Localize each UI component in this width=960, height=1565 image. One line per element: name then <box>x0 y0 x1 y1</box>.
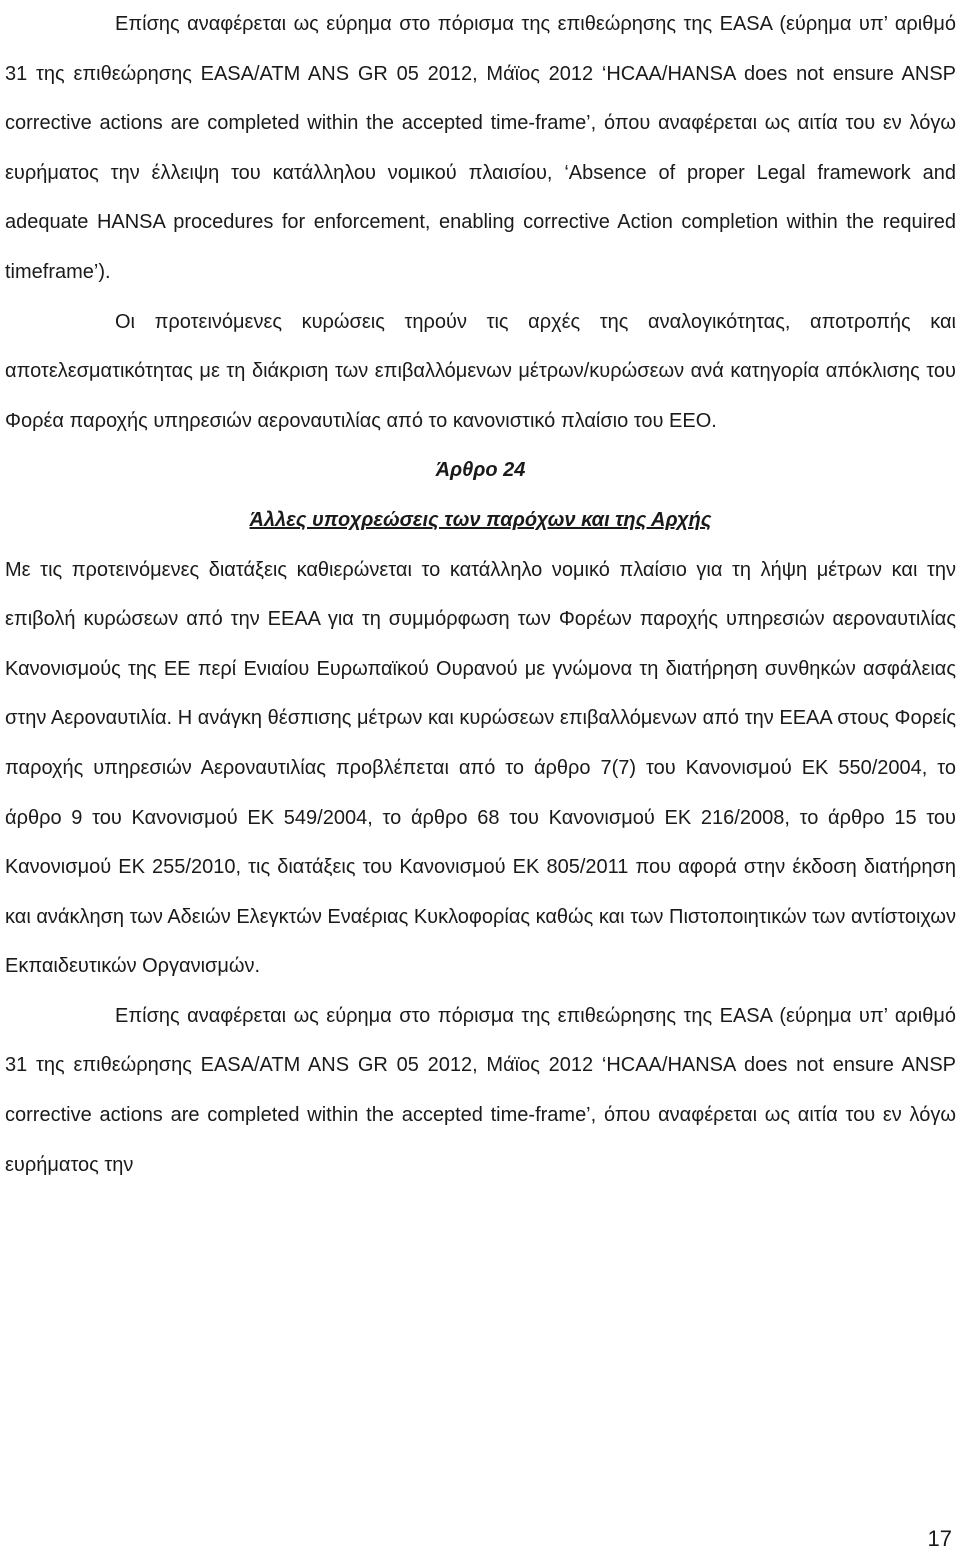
document-page <box>5 0 956 1190</box>
paragraph-easa-finding: Επίσης αναφέρεται ως εύρημα στο πόρισμα της επιθεώρησης της EASA (εύρημα υπ’ αριθμό 31 της επιθεώρησης EASA/ATM ANS GR 05 2012, Μάϊος 2012 ‘HCAA/HANSA does not ensure ANSP corrective actions are completed within the accepted time-frame’, όπου αναφέρεται ως αιτία του εν λόγω ευρήματος την έλλειψη του κατάλληλου νομικού πλαισίου, ‘Absence of proper Legal framework and adequate HANSA procedures for enforcement, enabling corrective Action completion within the required timeframe’). <box>5 13 956 283</box>
paragraph-legal-framework: Με τις προτεινόμενες διατάξεις καθιερώνεται το κατάλληλο νομικό πλαίσιο για τη λήψη μέτρων και την επιβολή κυρώσεων από την ΕΕΑΑ για τη συμμόρφωση των Φορέων παροχής υπηρεσιών αεροναυτιλίας Κανονισμούς της ΕΕ περί Ενιαίου Ευρωπαϊκού Ουρανού με γνώμονα τη διατήρηση συνθηκών ασφάλειας στην Αεροναυτιλία. Η ανάγκη θέσπισης μέτρων και κυρώσεων επιβαλλόμενων από την ΕΕΑΑ στους Φορείς παροχής υπηρεσιών Αεροναυτιλίας προβλέπεται από το άρθρο 7(7) του Κανονισμού ΕΚ 550/2004, το άρθρο 9 του Κανονισμού ΕΚ 549/2004, το άρθρο 68 του Κανονισμού ΕΚ 216/2008, το άρθρο 15 του Κανονισμού ΕΚ 255/2010, τις διατάξεις του Κανονισμού ΕΚ 805/2011 που αφορά στην έκδοση διατήρηση και ανάκληση των Αδειών Ελεγκτών Εναέριας Κυκλοφορίας καθώς και των Πιστοποιητικών των αντίστοιχων Εκπαιδευτικών Οργανισμών. <box>5 558 956 978</box>
article-title: Άλλες υποχρεώσεις των παρόχων και της Αρχής <box>249 508 712 531</box>
paragraph-sanctions-principles: Οι προτεινόμενες κυρώσεις τηρούν τις αρχές της αναλογικότητας, αποτροπής και αποτελεσματικότητας με τη διάκριση των επιβαλλόμενων μέτρων/κυρώσεων ανά κατηγορία απόκλισης του Φορέα παροχής υπηρεσιών αεροναυτιλίας από το κανονιστικό πλαίσιο του ΕΕΟ. <box>5 310 956 432</box>
article-number: Άρθρο 24 <box>435 459 526 482</box>
paragraph-easa-finding-repeat: Επίσης αναφέρεται ως εύρημα στο πόρισμα της επιθεώρησης της EASA (εύρημα υπ’ αριθμό 31 της επιθεώρησης EASA/ATM ANS GR 05 2012, Μάϊος 2012 ‘HCAA/HANSA does not ensure ANSP corrective actions are completed within the accepted time-frame’, όπου αναφέρεται ως αιτία του εν λόγω ευρήματος την <box>5 1004 956 1176</box>
page-number: 17 <box>927 1526 952 1551</box>
